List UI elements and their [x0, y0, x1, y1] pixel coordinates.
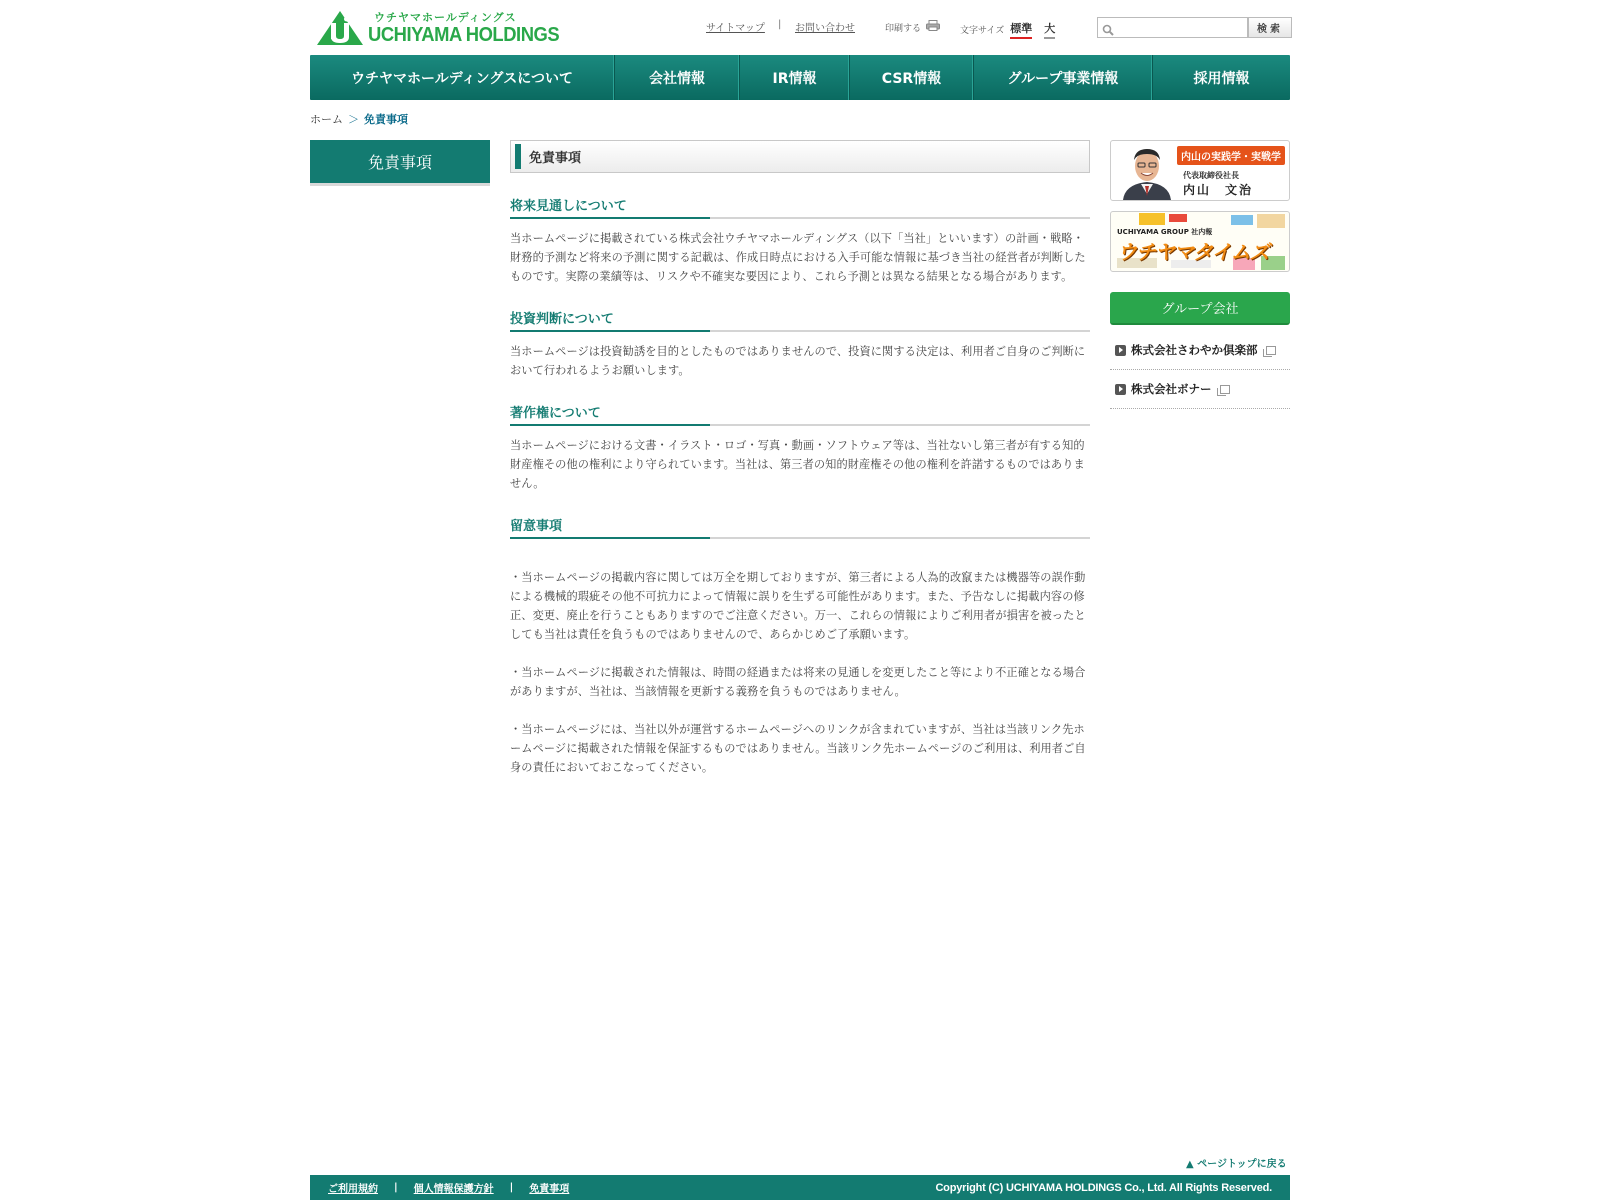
section-paragraph: ・当ホームページには、当社以外が運営するホームページへのリンクが含まれていますが、当社は当該リンク先ホームページに掲載された情報を保証するものではありません。当該リンク先ホームページのご利用は、利用者ご自身の責任においておこなってください。 [510, 723, 1086, 774]
uchiyama-times-banner[interactable] [1110, 211, 1290, 272]
page-title [510, 140, 1090, 173]
group-link-bonner[interactable] [1110, 370, 1290, 409]
font-size-standard-button[interactable]: 標準 [1010, 20, 1032, 39]
times-group-label: UCHIYAMA GROUP 社内報 [1117, 228, 1213, 236]
site-header [310, 0, 1290, 55]
president-tag: 内山の実践学・実戦学 [1177, 146, 1285, 165]
nav-company-info[interactable]: 会社情報 [615, 55, 740, 100]
section-body [510, 229, 1090, 286]
logo-kana: ウチヤマホールディングス [374, 10, 517, 24]
page-top-link[interactable]: ▲ ページトップに戻る [1186, 1159, 1287, 1170]
nav-group-business[interactable]: グループ事業情報 [974, 55, 1153, 100]
printer-icon [926, 20, 940, 34]
play-arrow-icon [1115, 384, 1126, 395]
group-company-list [1110, 331, 1290, 409]
section-body [510, 436, 1090, 493]
sitemap-link[interactable]: サイトマップ [706, 23, 765, 34]
section-body [510, 568, 1090, 777]
main-content [510, 140, 1090, 777]
footer-link-privacy[interactable]: 個人情報保護方針 [413, 1184, 494, 1195]
group-link-label: 株式会社ボナー [1131, 382, 1212, 396]
font-size-large-button[interactable]: 大 [1044, 20, 1055, 39]
footer-link-terms[interactable]: ご利用規約 [328, 1184, 378, 1195]
right-sidebar [1110, 140, 1290, 409]
logo-english: UCHIYAMA HOLDINGS [368, 23, 560, 46]
search-icon [1102, 21, 1114, 40]
font-size-label: 文字サイズ [960, 26, 1005, 36]
section-notes [510, 515, 1090, 777]
page-title-text: 免責事項 [529, 151, 582, 166]
print-button[interactable] [885, 20, 940, 34]
contact-link[interactable]: お問い合わせ [795, 23, 855, 34]
group-companies-button[interactable]: グループ会社 [1110, 292, 1290, 325]
times-title: ウチヤマタイムズ [1117, 240, 1269, 264]
section-paragraph: 当ホームページに掲載されている株式会社ウチヤマホールディングス（以下「当社」といいます）の計画・戦略・財務的予測など将来の予測に関する記載は、作成日時点における入手可能な情報に基づき当社の経営者が判断したものです。実際の業績等は、リスクや不確実な要因により、これら予測とは異なる結果となる場合があります。 [510, 232, 1086, 283]
president-name: 内山 文治 [1183, 183, 1254, 197]
section-paragraph: ・当ホームページの掲載内容に関しては万全を期しておりますが、第三者による人為的改竄または機器等の誤作動による機械的瑕疵その他不可抗力によって情報に誤りを生ずる可能性があります。また、予告なしに掲載内容の修正、変更、廃止を行うこともありますのでご注意ください。万一、これらの情報によりご利用者が損害を被ったとしても当社は責任を負うものではありませんので、あらかじめご了承願います。 [510, 571, 1086, 641]
president-photo [1117, 144, 1177, 200]
footer-link-disclaimer[interactable]: 免責事項 [529, 1184, 570, 1195]
section-paragraph: 当ホームページにおける文書・イラスト・ロゴ・写真・動画・ソフトウェア等は、当社ないし第三者が有する知的財産権その他の権利により守られています。当社は、第三者の知的財産権その他の権利を許諾するものではありません。 [510, 439, 1085, 490]
sidebar-title: 免責事項 [310, 140, 490, 186]
nav-csr-info[interactable]: CSR情報 [850, 55, 974, 100]
site-logo[interactable] [316, 10, 576, 46]
section-investment [510, 308, 1090, 380]
external-window-icon [1266, 346, 1276, 355]
section-body [510, 342, 1090, 380]
breadcrumb-current: 免責事項 [364, 113, 408, 126]
breadcrumb-home[interactable]: ホーム [310, 113, 343, 126]
global-nav [310, 55, 1290, 100]
print-label: 印刷する [885, 23, 922, 34]
section-forward-looking [510, 195, 1090, 286]
external-window-icon [1220, 385, 1230, 394]
nav-ir-info[interactable]: IR情報 [740, 55, 850, 100]
util-separator: | [778, 19, 782, 30]
footer-separator: | [509, 1182, 514, 1193]
copyright-text: Copyright (C) UCHIYAMA HOLDINGS Co., Ltd. All Rights Reserved. [935, 1181, 1272, 1194]
president-role: 代表取締役社長 [1183, 171, 1239, 180]
section-title: 将来見通しについて [510, 195, 1090, 219]
play-arrow-icon [1115, 345, 1126, 356]
footer-separator: | [394, 1182, 398, 1193]
site-footer [310, 1175, 1290, 1200]
font-size-switcher [960, 20, 1055, 39]
section-paragraph: ・当ホームページに掲載された情報は、時間の経過または将来の見通しを変更したこと等により不正確となる場合がありますが、当社は、当該情報を更新する義務を負うものではありません。 [510, 666, 1086, 698]
section-title: 著作権について [510, 402, 1090, 426]
title-accent-bar [515, 144, 521, 169]
nav-about[interactable]: ウチヤマホールディングスについて [310, 55, 615, 100]
search-button[interactable]: 検索 [1248, 17, 1292, 38]
search-input[interactable] [1097, 17, 1248, 38]
section-title: 投資判断について [510, 308, 1090, 332]
logo-text [368, 12, 576, 45]
section-copyright [510, 402, 1090, 493]
group-link-label: 株式会社さわやか倶楽部 [1131, 343, 1258, 357]
breadcrumb [310, 111, 408, 127]
group-link-sawayaka[interactable] [1110, 331, 1290, 370]
nav-recruit[interactable]: 採用情報 [1193, 70, 1250, 87]
section-paragraph: 当ホームページは投資勧誘を目的としたものではありませんので、投資に関する決定は、利用者ご自身のご判断において行われるようお願いします。 [510, 345, 1086, 377]
breadcrumb-arrow: ＞ [348, 113, 359, 126]
logo-mark-icon [316, 10, 364, 46]
section-title: 留意事項 [510, 515, 1090, 539]
president-banner[interactable] [1110, 140, 1290, 201]
